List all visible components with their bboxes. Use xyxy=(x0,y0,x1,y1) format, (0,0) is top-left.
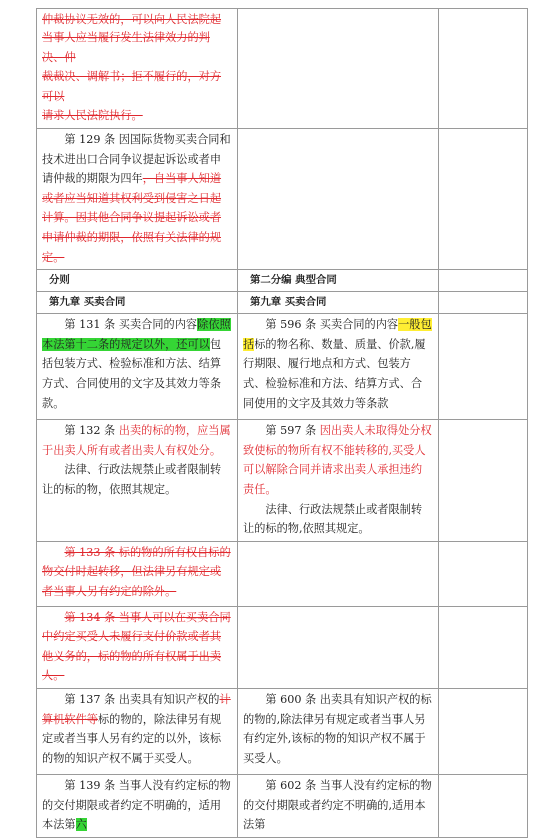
table-row xyxy=(37,775,528,838)
table-row xyxy=(37,314,528,420)
article-text: 第 129 条 因国际货物买卖合同和技术进出口合同争议提起诉讼或者申请仲裁的期限为四年 xyxy=(42,132,231,186)
article-text: 第 597 条 xyxy=(265,424,320,438)
deleted-text: ，自当事人知道或者应当知道其权利受到侵害之日起计算。因其他合同争议提起诉讼或者申请仲裁的期限，依照有关法律的规定。 xyxy=(42,172,222,264)
highlighted-text: 六 xyxy=(75,818,87,832)
article-text: 包括包装方式、检验标准和方法、结算方式、合同使用的文字及其效力等条款。 xyxy=(42,337,222,410)
section-header-old: 分则 xyxy=(37,270,238,292)
old-law-cell xyxy=(37,128,238,269)
article-text: 第 131 条 买卖合同的内容 xyxy=(64,318,198,332)
old-law-cell xyxy=(37,314,238,420)
new-law-cell xyxy=(238,314,439,420)
table-row xyxy=(37,128,528,269)
note-cell xyxy=(439,606,528,688)
highlighted-text: 一般包括 xyxy=(243,318,432,351)
article-text: 标的物的，除法律另有规定或者当事人另有约定的以外，该标的物的知识产权不属于买受人。 xyxy=(42,712,222,765)
note-cell xyxy=(439,9,528,129)
new-law-cell xyxy=(238,775,439,838)
note-cell xyxy=(439,420,528,542)
article-text: 第 139 条 当事人没有约定标的物的交付期限或者约定不明确的，适用本法第 xyxy=(42,779,231,832)
deleted-text: 裁裁决、调解书；拒不履行的，对方可以 xyxy=(42,70,222,103)
deleted-text: 当事人应当履行发生法律效力的判决、仲 xyxy=(42,31,210,64)
table-row xyxy=(37,270,528,292)
note-cell xyxy=(439,292,528,314)
new-law-cell xyxy=(238,420,439,542)
chapter-header-old: 第九章 买卖合同 xyxy=(37,292,238,314)
old-law-cell xyxy=(37,689,238,775)
old-law-cell xyxy=(37,775,238,838)
article-text: 第 600 条 出卖具有知识产权的标的物的,除法律另有规定或者当事人另有约定外,该标的物的知识产权不属于买受人。 xyxy=(243,693,432,765)
table-row xyxy=(37,420,528,542)
old-law-cell xyxy=(37,420,238,542)
new-law-cell xyxy=(238,128,439,269)
old-law-cell xyxy=(37,541,238,606)
article-text: 第 596 条 买卖合同的内容 xyxy=(265,318,399,332)
changed-text: 出卖的标的物，应当属于出卖人所有或者出卖人有权处分。 xyxy=(42,424,231,457)
new-law-cell xyxy=(238,541,439,606)
note-cell xyxy=(439,541,528,606)
comparison-document xyxy=(36,8,527,838)
section-header-new: 第二分编 典型合同 xyxy=(238,270,439,292)
table-row xyxy=(37,292,528,314)
note-cell xyxy=(439,689,528,775)
note-cell xyxy=(439,270,528,292)
old-law-cell xyxy=(37,606,238,688)
article-text: 第 137 条 出卖具有知识产权的 xyxy=(64,693,220,707)
deleted-text: 仲裁协议无效的，可以向人民法院起 xyxy=(42,13,222,26)
deleted-text: 第 133 条 标的物的所有权自标的物交付时起转移，但法律另有规定或者当事人另有约定的除外。 xyxy=(42,545,231,598)
law-comparison-table xyxy=(36,8,528,838)
table-row xyxy=(37,689,528,775)
article-text: 第 132 条 xyxy=(64,424,119,438)
note-cell xyxy=(439,775,528,838)
article-text: 第 602 条 当事人没有约定标的物的交付期限或者约定不明确的,适用本法第 xyxy=(243,779,432,832)
deleted-text: 计算机软件等 xyxy=(42,693,231,726)
chapter-header-new: 第九章 买卖合同 xyxy=(238,292,439,314)
changed-text: 因出卖人未取得处分权致使标的物所有权不能转移的,买受人可以解除合同并请求出卖人承担违约责任。 xyxy=(243,424,432,496)
deleted-text: 请求人民法院执行。 xyxy=(42,109,143,123)
deleted-text: 第 134 条 当事人可以在买卖合同中约定买受人未履行支付价款或者其他义务的，标的物的所有权属于出卖人。 xyxy=(42,610,231,683)
article-text: 法律、行政法规禁止或者限制转让的标的物，依照其规定。 xyxy=(42,463,222,496)
highlighted-text: 除依照本法第十二条的规定以外，还可以 xyxy=(42,318,231,351)
new-law-cell xyxy=(238,9,439,129)
article-text: 法律、行政法规禁止或者限制转让的标的物,依照其规定。 xyxy=(243,502,423,536)
new-law-cell xyxy=(238,606,439,688)
table-row xyxy=(37,9,528,129)
table-row xyxy=(37,606,528,688)
note-cell xyxy=(439,128,528,269)
article-text: 标的物名称、数量、质量、价款,履行期限、履行地点和方式、包装方式、检验标准和方法、结算方式、合同使用的文字及其效力等条款 xyxy=(243,337,426,410)
new-law-cell xyxy=(238,689,439,775)
old-law-cell xyxy=(37,9,238,129)
table-row xyxy=(37,541,528,606)
note-cell xyxy=(439,314,528,420)
